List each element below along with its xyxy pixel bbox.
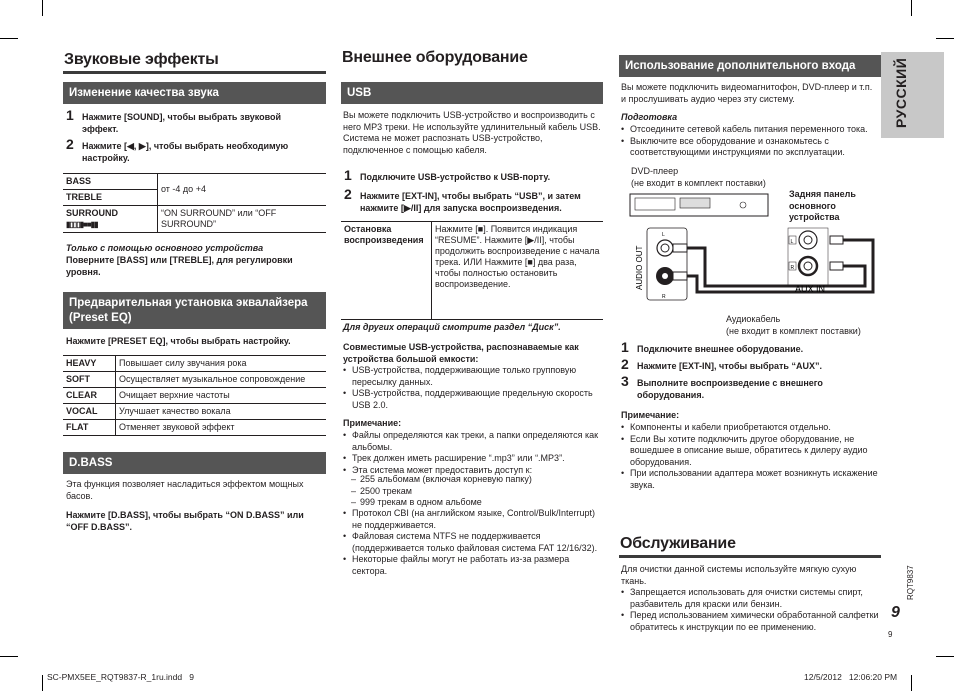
table-row — [63, 372, 326, 388]
note-title: Примечание: — [621, 410, 680, 420]
table-value: Осуществляет музыкальное сопровождение — [116, 372, 327, 388]
table-key: BASS — [63, 174, 158, 190]
subsection-bar-dbass: D.BASS — [63, 452, 326, 474]
prep-list — [621, 124, 883, 159]
audio-out-label: AUDIO OUT — [635, 245, 644, 290]
aux-intro: Вы можете подключить видеомагнитофон, DVD-плеер и т.п. и прослушивать аудио через эту систему. — [621, 82, 873, 104]
table-row — [63, 356, 326, 372]
other-operations-note: Для других операций смотрите раздел “Диск”. — [343, 322, 561, 332]
dbass-text: Эта функция позволяет насладиться эффектом мощных басов. — [66, 479, 304, 501]
eq-instruction: Нажмите [PRESET EQ], чтобы выбрать настройку. — [66, 336, 291, 346]
list-item: • Если Вы хотите подключить другое оборудование, не вошедшее в описание выше, обратитесь к дилеру аудио оборудования. — [621, 434, 883, 469]
list-item: • Выключите все оборудование и ознакомьтесь с соответствующими инструкциями по эксплуатации. — [621, 136, 883, 159]
list-item: • Отсоедините сетевой кабель питания переменного тока. — [621, 124, 883, 136]
dbass-instruction: Нажмите [D.BASS], чтобы выбрать “ON D.BASS” или “OFF D.BASS”. — [66, 510, 304, 532]
notes-list-a — [343, 430, 605, 476]
list-item: • Компоненты и кабели приобретаются отдельно. — [621, 422, 883, 434]
footer-file-name: SC-PMX5EE_RQT9837-R_1ru.indd 9 — [47, 672, 194, 682]
list-item: • Перед использованием химически обработанной салфетки обратитесь к инструкции по ее применению. — [621, 610, 883, 633]
table-value: от -4 до +4 — [158, 174, 327, 206]
step-number: 3 — [621, 373, 629, 389]
compat-title: Совместимые USB-устройства, распознаваемые как устройства большой емкости: — [343, 342, 579, 364]
step-3 — [621, 373, 876, 401]
settings-table — [63, 173, 326, 233]
table-key-surround — [63, 206, 158, 233]
language-tab — [881, 52, 944, 138]
list-item: • Трек должен иметь расширение “.mp3” или “.MP3”. — [343, 453, 605, 465]
list-item: • Запрещается использовать для очистки системы спирт, разбавитель для краски или бензин. — [621, 587, 883, 610]
table-key: VOCAL — [63, 404, 116, 420]
table-row — [63, 404, 326, 420]
crop-mark — [0, 38, 18, 39]
footer-timestamp: 12/5/2012 12:06:20 PM — [804, 672, 898, 682]
table-key: SOFT — [63, 372, 116, 388]
list-item: • При использовании адаптера может возникнуть искажение звука. — [621, 468, 883, 491]
table-row — [341, 222, 603, 320]
crop-mark — [911, 675, 912, 691]
page-number-small: 9 — [888, 630, 893, 639]
cable-plug-icon — [673, 236, 843, 280]
step-number: 2 — [66, 136, 74, 152]
aux-in-jacks — [788, 228, 828, 286]
step-text: Нажмите [SOUND], чтобы выбрать звуковой эффект. — [82, 112, 282, 134]
table-key: Остановка воспроизведения — [341, 222, 432, 320]
language-label: РУССКИЙ — [893, 57, 909, 128]
table-value: Нажмите [■]. Появится индикация “RESUME”. Нажмите [▶/II], чтобы продолжить воспроизведение с начала трека. ИЛИ Нажмите [■] два раза, чтобы полностью остановить воспроизведение. — [432, 222, 604, 320]
list-item: • USB-устройства, поддерживающие предельную скорость USB 2.0. — [343, 388, 603, 411]
section-title-sound-effects: Звуковые эффекты — [64, 51, 219, 68]
section-title-external-equipment: Внешнее оборудование — [342, 49, 528, 66]
compat-list — [343, 365, 603, 411]
table-row — [63, 388, 326, 404]
step-2 — [66, 136, 316, 164]
maintenance-list — [621, 587, 883, 633]
aux-jack-l-label: L — [790, 239, 794, 245]
note-main-unit-only: Только с помощью основного устройства — [66, 243, 264, 253]
step-1 — [66, 107, 316, 135]
list-item: – 255 альбомам (включая корневую папку) — [351, 474, 603, 486]
table-key: CLEAR — [63, 388, 116, 404]
aux-in-label: AUX IN — [795, 284, 826, 294]
crop-mark — [936, 38, 954, 39]
table-value: Улучшает качество вокала — [116, 404, 327, 420]
list-item: – 2500 трекам — [351, 486, 603, 498]
stop-playback-table — [341, 221, 603, 320]
table-value: “ON SURROUND” или “OFF SURROUND” — [158, 206, 327, 233]
list-item: • Эта система может предоставить доступ к: — [343, 465, 605, 477]
table-value: Отменяет звуковой эффект — [116, 420, 327, 436]
note-title: Примечание: — [343, 418, 402, 428]
surround-icon: ▮▯▯▯▮■■▮▮ — [66, 220, 98, 229]
jack-l-label: L — [662, 232, 665, 238]
step-text: Нажмите [◀, ▶], чтобы выбрать необходимую настройку. — [82, 141, 289, 163]
table-value: Повышает силу звучания рока — [116, 356, 327, 372]
list-item: • Некоторые файлы могут не работать из-за размера сектора. — [343, 554, 605, 577]
step-1 — [621, 339, 876, 356]
table-row — [63, 174, 326, 190]
rear-panel-label: Задняя панель основного устройства — [789, 189, 856, 222]
step-number: 1 — [66, 107, 74, 123]
list-item: • Протокол CBI (на английском языке, Control/Bulk/Interrupt) не поддерживается. — [343, 508, 605, 531]
crop-mark — [911, 0, 912, 16]
eq-table — [63, 355, 326, 436]
title-rule — [63, 71, 326, 74]
subsection-bar-aux-input: Использование дополнительного входа — [619, 55, 881, 77]
prep-title: Подготовка — [621, 112, 678, 122]
step-1 — [344, 167, 599, 184]
crop-mark — [0, 656, 18, 657]
table-key: HEAVY — [63, 356, 116, 372]
maintenance-intro: Для очистки данной системы используйте мягкую сухую ткань. — [621, 564, 857, 586]
audio-out-jacks — [647, 228, 687, 300]
step-number: 2 — [621, 356, 629, 372]
step-text: Выполните воспроизведение с внешнего оборудования. — [637, 378, 823, 400]
limits-list — [351, 474, 603, 509]
subsection-bar-usb: USB — [341, 82, 603, 104]
step-2 — [621, 356, 876, 373]
step-text: Нажмите [EXT-IN], чтобы выбрать “USB”, и затем нажмите [▶/II] для запуска воспроизведения. — [360, 191, 581, 213]
list-item: – 999 трекам в одном альбоме — [351, 497, 603, 509]
note-bass-treble: Поверните [BASS] или [TREBLE], для регулировки уровня. — [66, 255, 293, 277]
table-key: TREBLE — [63, 190, 158, 206]
step-2 — [344, 186, 599, 214]
crop-mark — [936, 656, 954, 657]
subsection-bar-preset-eq: Предварительная установка эквалайзера (Preset EQ) — [63, 292, 326, 329]
table-row — [63, 420, 326, 436]
step-number: 1 — [344, 167, 352, 183]
crop-mark — [42, 675, 43, 691]
aux-jack-r-label: R — [790, 265, 795, 271]
usb-intro: Вы можете подключить USB-устройство и воспроизводить с него MP3 треки. Не используйте удлинительный кабель USB. Система не может распознать USB-устройство, подключенное с помощью кабеля. — [343, 110, 601, 155]
side-doc-code: RQT9837 — [906, 565, 915, 600]
connection-diagram — [625, 188, 885, 308]
table-key: SURROUND — [66, 208, 119, 218]
step-text: Подключите внешнее оборудование. — [637, 344, 804, 354]
subsection-bar-sound-quality: Изменение качества звука — [63, 82, 326, 104]
table-value: Очищает верхние частоты — [116, 388, 327, 404]
audio-cable-label: Аудиокабель (не входит в комплект поставки) — [726, 314, 861, 336]
dvd-player-icon — [630, 194, 768, 216]
aux-notes-list — [621, 422, 883, 491]
step-text: Подключите USB-устройство к USB-порту. — [360, 172, 551, 182]
side-page-number: 9 — [891, 604, 900, 621]
list-item: • Файлы определяются как треки, а папки определяются как альбомы. — [343, 430, 605, 453]
step-number: 2 — [344, 186, 352, 202]
list-item: • USB-устройства, поддерживающие только групповую пересылку данных. — [343, 365, 603, 388]
table-row — [63, 206, 326, 233]
step-number: 1 — [621, 339, 629, 355]
list-item: • Файловая система NTFS не поддерживается (поддерживается только файловая система FAT 12/16/32). — [343, 531, 605, 554]
title-rule — [619, 555, 881, 558]
notes-list-b — [343, 508, 605, 577]
dvd-player-label: DVD-плеер (не входит в комплект поставки) — [631, 166, 766, 188]
jack-r-label: R — [662, 294, 666, 300]
crop-mark — [42, 0, 43, 16]
section-title-maintenance: Обслуживание — [620, 535, 736, 552]
table-key: FLAT — [63, 420, 116, 436]
step-text: Нажмите [EXT-IN], чтобы выбрать “AUX”. — [637, 361, 822, 371]
